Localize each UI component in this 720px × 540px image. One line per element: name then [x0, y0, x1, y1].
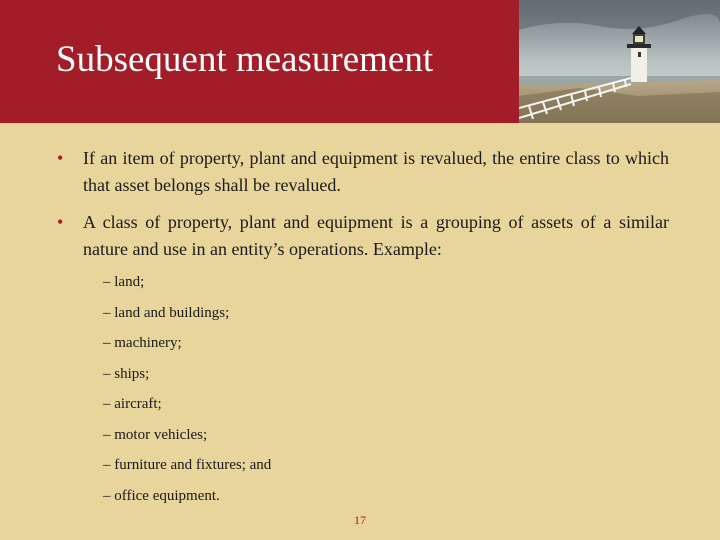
sub-list	[57, 273, 669, 505]
sub-list-item: – motor vehicles;	[103, 426, 208, 443]
lighthouse-photo	[519, 0, 720, 123]
slide-body	[57, 145, 669, 517]
bullet-marker: •	[57, 212, 64, 232]
bullet-marker: •	[57, 148, 64, 168]
sub-list-item: – office equipment.	[103, 487, 220, 504]
sub-list-item: – aircraft;	[103, 396, 162, 412]
slide-header	[0, 0, 720, 123]
sub-list-item: – furniture and fixtures; and	[103, 457, 272, 473]
bullet-item	[57, 145, 669, 199]
sub-list-item: – ships;	[103, 365, 150, 382]
page-number: 17	[354, 513, 366, 527]
bullet-item	[57, 209, 669, 263]
sub-list-item: – land;	[103, 274, 145, 290]
bullet-text: If an item of property, plant and equipment is revalued, the entire class to which that asset belongs shall be revalued.	[83, 148, 669, 195]
sub-list-item: – land and buildings;	[103, 304, 230, 321]
slide-title: Subsequent measurement	[56, 39, 434, 80]
sub-list-item: – machinery;	[103, 335, 182, 351]
bullet-text: A class of property, plant and equipment is a grouping of assets of a similar nature and use in an entity’s operations. Example:	[83, 212, 669, 259]
